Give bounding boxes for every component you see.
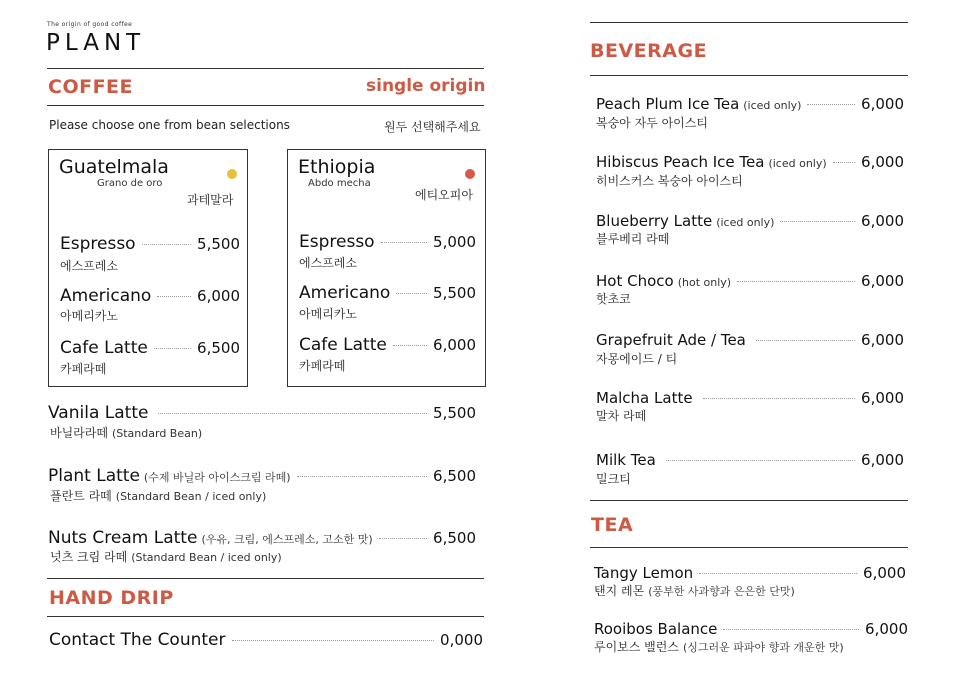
brand-tagline: The origin of good coffee [47, 21, 133, 28]
leader-dots [737, 280, 855, 282]
menu-item[interactable] [60, 338, 240, 358]
leader-dots [379, 537, 427, 539]
item-price: 6,000 [433, 336, 476, 354]
item-note: (수제 바닐라 아이스크림 라떼) [143, 471, 291, 484]
item-price: 6,500 [433, 529, 476, 547]
item-name: Plant Latte [48, 466, 140, 486]
divider [47, 616, 484, 617]
leader-dots [756, 339, 855, 341]
bean-name: Ethiopia [298, 156, 376, 178]
item-price: 6,000 [865, 620, 908, 638]
leader-dots [699, 572, 857, 574]
item-price: 0,000 [440, 631, 483, 649]
bean-name: Guatelmala [59, 156, 169, 178]
menu-item[interactable] [60, 286, 240, 306]
item-name: Vanila Latte [48, 403, 149, 423]
item-price: 6,500 [433, 467, 476, 485]
bean-color-dot-icon [227, 169, 237, 179]
brand-logo: PLANT [46, 30, 146, 56]
coffee-subtitle: single origin [366, 76, 486, 96]
item-name-ko: 아메리카노 [299, 307, 357, 321]
item-name: Espresso [60, 234, 136, 254]
item-name-ko: 카페라떼 [60, 362, 107, 376]
item-price: 6,000 [861, 389, 904, 407]
item-name: Contact The Counter [49, 630, 226, 650]
item-name-ko: 에스프레소 [299, 256, 357, 270]
leader-dots [780, 220, 855, 222]
item-name-ko: 탠지 레몬 (풍부한 사과향과 은은한 단맛) [594, 584, 795, 598]
tea-title: TEA [591, 514, 634, 536]
item-price: 5,500 [197, 235, 240, 253]
item-price: 6,500 [197, 339, 240, 357]
item-name: Espresso [299, 232, 375, 252]
menu-item[interactable] [596, 451, 904, 469]
menu-item[interactable] [596, 212, 904, 230]
item-price: 6,000 [861, 153, 904, 171]
bean-color-dot-icon [465, 169, 475, 179]
item-name: Blueberry Latte [596, 212, 713, 230]
menu-item[interactable] [596, 153, 904, 171]
item-name-ko: 바닐라라떼 (Standard Bean) [50, 426, 203, 440]
beverage-title: BEVERAGE [590, 40, 708, 62]
leader-dots [833, 161, 855, 163]
item-name-ko: 블루베리 라떼 [596, 232, 670, 246]
item-note: (iced only) [743, 99, 802, 112]
item-price: 6,000 [861, 331, 904, 349]
menu-item[interactable] [596, 331, 904, 349]
coffee-title: COFFEE [48, 76, 134, 98]
menu-item[interactable] [299, 283, 476, 303]
item-name-ko: 자몽에이드 / 티 [596, 352, 678, 366]
item-name: Malcha Latte [596, 389, 693, 407]
leader-dots [297, 475, 428, 477]
bean-instruction-en: Please choose one from bean selections [49, 118, 290, 132]
item-price: 5,000 [433, 233, 476, 251]
item-name: Milk Tea [596, 451, 656, 469]
item-name-ko: 에스프레소 [60, 259, 118, 273]
divider [590, 75, 908, 76]
item-name-ko: 루이보스 밸런스 (싱그러운 파파야 향과 개운한 맛) [594, 640, 844, 654]
menu-item[interactable] [299, 232, 476, 252]
leader-dots [157, 295, 191, 297]
item-price: 5,500 [433, 284, 476, 302]
menu-item[interactable] [596, 272, 904, 290]
item-name-ko: 플란트 라떼 (Standard Bean / iced only) [50, 489, 267, 503]
divider [47, 578, 484, 579]
divider [47, 105, 484, 106]
item-name: Cafe Latte [60, 338, 148, 358]
bean-card-guatemala[interactable] [48, 149, 248, 387]
item-name-ko: 넛츠 크림 라떼 (Standard Bean / iced only) [50, 550, 282, 564]
divider [590, 500, 908, 501]
bean-origin: Grano de oro [97, 178, 163, 189]
bean-card-ethiopia[interactable] [287, 149, 486, 387]
item-note: (iced only) [768, 157, 827, 170]
menu-item[interactable] [48, 403, 476, 423]
bean-name-ko: 에티오피아 [415, 188, 473, 202]
leader-dots [393, 344, 427, 346]
menu-item[interactable] [49, 630, 483, 650]
item-name-ko: 밀크티 [596, 472, 631, 486]
item-price: 6,000 [861, 451, 904, 469]
item-name: Hot Choco [596, 272, 674, 290]
item-price: 5,500 [433, 404, 476, 422]
item-name: Tangy Lemon [594, 564, 694, 582]
menu-item[interactable] [299, 335, 476, 355]
item-note: (우유, 크림, 에스프레소, 고소한 맛) [201, 533, 373, 546]
item-name: Hibiscus Peach Ice Tea [596, 153, 765, 171]
item-name: Peach Plum Ice Tea [596, 95, 740, 113]
item-name: Rooibos Balance [594, 620, 718, 638]
item-price: 6,000 [861, 212, 904, 230]
bean-instruction-ko: 원두 선택해주세요 [384, 120, 481, 134]
item-price: 6,000 [861, 95, 904, 113]
item-price: 6,000 [197, 287, 240, 305]
item-name-ko: 카페라떼 [299, 359, 346, 373]
menu-item[interactable] [60, 234, 240, 254]
divider [47, 68, 484, 69]
bean-origin: Abdo mecha [308, 178, 371, 189]
leader-dots [666, 459, 855, 461]
leader-dots [703, 397, 855, 399]
item-price: 6,000 [861, 272, 904, 290]
leader-dots [381, 241, 427, 243]
divider [590, 547, 908, 548]
item-name-ko: 복숭아 자두 아이스티 [596, 116, 708, 130]
item-name-ko: 말차 라떼 [596, 409, 647, 423]
leader-dots [807, 103, 855, 105]
item-name: Americano [299, 283, 391, 303]
leader-dots [158, 412, 427, 414]
leader-dots [142, 243, 191, 245]
divider [590, 22, 908, 23]
item-name: Cafe Latte [299, 335, 387, 355]
item-note: (hot only) [677, 276, 732, 289]
item-name: Grapefruit Ade / Tea [596, 331, 746, 349]
item-price: 6,000 [863, 564, 906, 582]
menu-item[interactable] [594, 564, 906, 582]
leader-dots [232, 639, 435, 641]
item-name-ko: 히비스커스 복숭아 아이스티 [596, 174, 743, 188]
menu-item[interactable] [48, 528, 476, 548]
item-name-ko: 핫초코 [596, 292, 631, 306]
hand-drip-title: HAND DRIP [49, 587, 174, 609]
menu-item[interactable] [596, 389, 904, 407]
menu-item[interactable] [48, 466, 476, 486]
leader-dots [723, 628, 859, 630]
item-name: Americano [60, 286, 152, 306]
item-note: (iced only) [716, 216, 775, 229]
menu-item[interactable] [596, 95, 904, 113]
item-name: Nuts Cream Latte [48, 528, 198, 548]
leader-dots [154, 347, 191, 349]
leader-dots [396, 292, 427, 294]
bean-name-ko: 과테말라 [187, 193, 234, 207]
item-name-ko: 아메리카노 [60, 309, 118, 323]
menu-item[interactable] [594, 620, 908, 638]
